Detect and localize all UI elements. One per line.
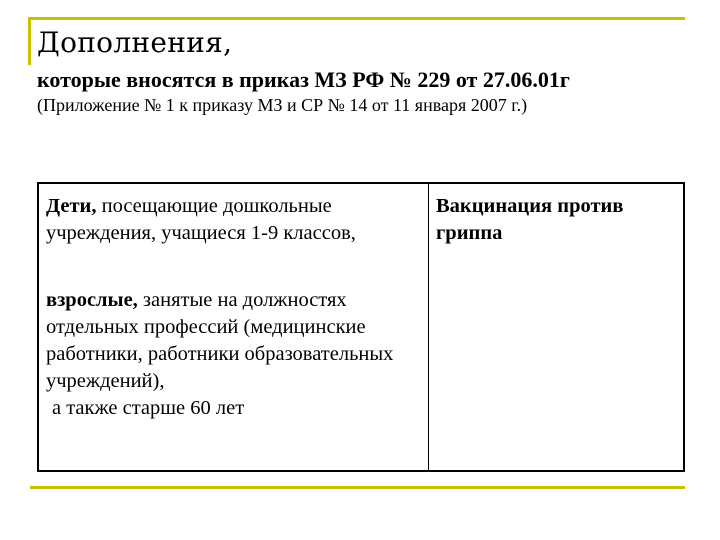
table-cell-groups [39,184,429,470]
frame-bottom-line [30,486,685,489]
table-cell-measure [429,184,683,470]
group-children [46,193,422,247]
info-table [37,182,685,472]
slide-title: Дополнения, [37,26,233,59]
group-children-lead: Дети, [46,195,97,217]
measure-text: Вакцинация против гриппа [436,195,624,244]
group-children-text: посещающие дошкольные учреждения, учащиеся 1-9 классов, [46,195,356,244]
spacer [46,247,422,287]
slide-note: (Приложение № 1 к приказу МЗ и СР № 14 от 11 января 2007 г.) [37,95,528,115]
frame-top-line [30,17,685,20]
group-adults-text: занятые на должностях отдельных профессий (медицинские работники, работники образовательных учреждений), [46,289,394,392]
group-elderly: а также старше 60 лет [52,397,245,419]
group-adults [46,287,422,395]
frame-left-line [28,17,31,65]
slide-subtitle: которые вносятся в приказ МЗ РФ № 229 от 27.06.01г [37,67,570,92]
group-adults-lead: взрослые, [46,289,138,311]
